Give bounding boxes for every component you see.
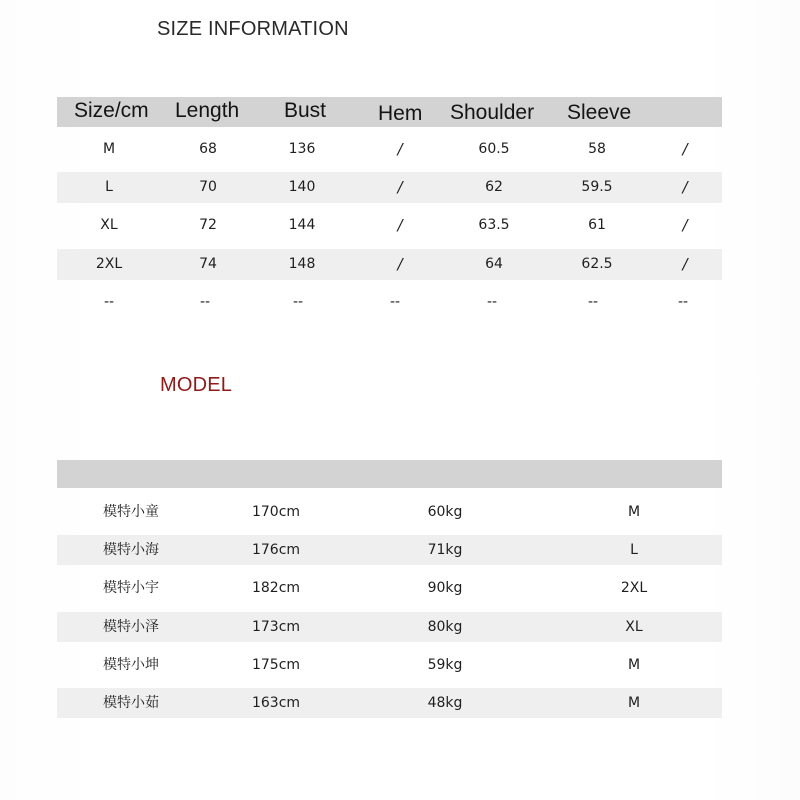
cell-height: 182cm bbox=[251, 580, 301, 596]
header-shoulder: Shoulder bbox=[450, 101, 535, 124]
cell-size: 2XL bbox=[95, 256, 123, 272]
cell-size: -- bbox=[103, 294, 115, 310]
cell-weight: 90kg bbox=[427, 580, 463, 596]
cell-sleeve: -- bbox=[587, 294, 599, 310]
cell-sleeve: 59.5 bbox=[581, 179, 613, 195]
cell-extra: / bbox=[682, 216, 688, 234]
cell-length: -- bbox=[199, 294, 211, 310]
cell-sleeve: 61 bbox=[588, 217, 606, 233]
cell-extra: -- bbox=[677, 294, 689, 310]
size-information-title: SIZE INFORMATION bbox=[157, 18, 349, 40]
header-sleeve: Sleeve bbox=[567, 101, 632, 124]
table-row bbox=[57, 688, 722, 718]
cell-model-name: 模特小海 bbox=[103, 542, 159, 558]
cell-size: L bbox=[630, 542, 638, 558]
cell-length: 74 bbox=[199, 256, 217, 272]
cell-length: 70 bbox=[199, 179, 217, 195]
cell-size: XL bbox=[625, 619, 643, 635]
cell-shoulder: 60.5 bbox=[478, 141, 510, 157]
cell-hem: / bbox=[397, 140, 403, 158]
cell-extra: / bbox=[682, 255, 688, 273]
cell-weight: 59kg bbox=[427, 657, 463, 673]
header-size: Size/cm bbox=[74, 99, 149, 122]
cell-size: 2XL bbox=[620, 580, 648, 596]
cell-size: M bbox=[627, 695, 641, 711]
cell-height: 173cm bbox=[251, 619, 301, 635]
size-table-header bbox=[57, 97, 722, 127]
cell-extra: / bbox=[682, 178, 688, 196]
size-table bbox=[57, 97, 722, 327]
header-bust: Bust bbox=[284, 99, 327, 122]
cell-shoulder: 64 bbox=[485, 256, 503, 272]
cell-bust: 144 bbox=[288, 217, 316, 233]
table-row bbox=[57, 497, 722, 527]
cell-sleeve: 62.5 bbox=[581, 256, 613, 272]
cell-weight: 60kg bbox=[427, 504, 463, 520]
cell-model-name: 模特小童 bbox=[103, 504, 159, 520]
cell-sleeve: 58 bbox=[588, 141, 606, 157]
cell-height: 176cm bbox=[251, 542, 301, 558]
model-title: MODEL bbox=[160, 374, 233, 396]
cell-hem: / bbox=[397, 216, 403, 234]
cell-model-name: 模特小宇 bbox=[103, 580, 159, 596]
cell-model-name: 模特小坤 bbox=[103, 657, 159, 673]
cell-shoulder: 62 bbox=[485, 179, 503, 195]
cell-length: 72 bbox=[199, 217, 217, 233]
cell-hem: / bbox=[397, 255, 403, 273]
cell-weight: 71kg bbox=[427, 542, 463, 558]
cell-bust: 136 bbox=[288, 141, 316, 157]
cell-height: 163cm bbox=[251, 695, 301, 711]
table-row bbox=[57, 612, 722, 642]
table-row bbox=[57, 249, 722, 280]
table-row bbox=[57, 172, 722, 203]
table-row bbox=[57, 134, 722, 165]
cell-shoulder: 63.5 bbox=[478, 217, 510, 233]
cell-model-name: 模特小茹 bbox=[103, 695, 159, 711]
cell-model-name: 模特小泽 bbox=[103, 619, 159, 635]
cell-bust: 140 bbox=[288, 179, 316, 195]
cell-weight: 48kg bbox=[427, 695, 463, 711]
model-table-header bbox=[57, 460, 722, 488]
cell-size: M bbox=[627, 504, 641, 520]
cell-length: 68 bbox=[199, 141, 217, 157]
cell-shoulder: -- bbox=[486, 294, 498, 310]
cell-height: 175cm bbox=[251, 657, 301, 673]
table-row bbox=[57, 650, 722, 680]
cell-extra: / bbox=[682, 140, 688, 158]
cell-hem: -- bbox=[389, 294, 401, 310]
cell-size: M bbox=[627, 657, 641, 673]
table-row bbox=[57, 573, 722, 603]
table-row bbox=[57, 287, 722, 318]
header-hem: Hem bbox=[378, 102, 423, 125]
cell-size: M bbox=[102, 141, 116, 157]
cell-hem: / bbox=[397, 178, 403, 196]
table-row bbox=[57, 535, 722, 565]
table-row bbox=[57, 210, 722, 241]
cell-height: 170cm bbox=[251, 504, 301, 520]
cell-bust: 148 bbox=[288, 256, 316, 272]
cell-bust: -- bbox=[292, 294, 304, 310]
cell-weight: 80kg bbox=[427, 619, 463, 635]
cell-size: L bbox=[105, 179, 113, 195]
header-length: Length bbox=[175, 99, 240, 122]
cell-size: XL bbox=[100, 217, 118, 233]
model-table bbox=[57, 460, 722, 720]
